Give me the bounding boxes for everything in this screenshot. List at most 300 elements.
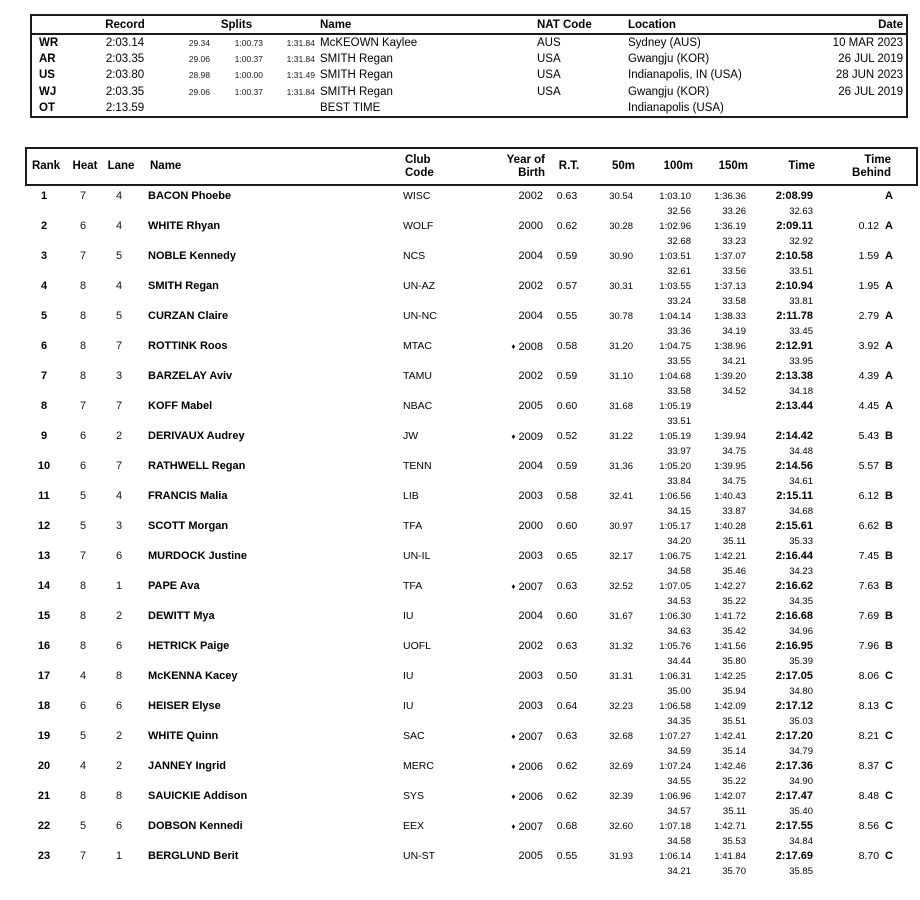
- result-row: [25, 519, 918, 549]
- lap-split-150m: 35.11: [722, 806, 746, 817]
- record-time-cell: 2:03.14: [105, 37, 145, 50]
- swimmer-name-cell: WHITE Rhyan: [148, 220, 221, 232]
- record-row: [32, 67, 906, 83]
- time-behind-cell: [815, 669, 918, 684]
- time-150m: 1:40.28: [714, 521, 746, 532]
- swimmer-name-cell: FRANCIS Malia: [148, 490, 228, 502]
- time-100m: 1:07.18: [659, 821, 691, 832]
- year-of-birth-cell: 2000: [518, 520, 543, 532]
- time-100m: 1:03.51: [659, 251, 691, 262]
- rank-cell: 5: [40, 310, 48, 322]
- reaction-time-cell: 0.52: [556, 430, 578, 442]
- time-100m: 1:03.55: [659, 281, 691, 292]
- lap-split-100m: 32.56: [667, 206, 691, 217]
- result-row: [25, 639, 918, 669]
- records-header-nat-code: NAT Code: [537, 18, 592, 31]
- final-time-cell: [748, 189, 815, 219]
- split-100m-cell: [635, 279, 693, 309]
- split-50m-cell: 32.17: [609, 551, 633, 562]
- time-behind-cell: [815, 789, 918, 804]
- lap-split-final: 34.23: [789, 566, 813, 577]
- time-100m: 1:04.75: [659, 341, 691, 352]
- header-100m: 100m: [663, 160, 693, 172]
- rank-cell: 11: [38, 490, 50, 502]
- split-100m-cell: [635, 219, 693, 249]
- year-of-birth-cell: 2003: [518, 490, 543, 502]
- swimmer-name-cell: PAPE Ava: [148, 580, 200, 592]
- split-100m-cell: [635, 339, 693, 369]
- year-of-birth-cell: 2005: [518, 850, 543, 862]
- time-behind-value: 1.59: [858, 250, 880, 262]
- time-behind-line: [815, 549, 893, 564]
- record-split1-cell: 29.34: [188, 38, 210, 49]
- time-150m: 1:41.56: [714, 641, 746, 652]
- time-behind-cell: [815, 579, 918, 594]
- grade-letter: B: [885, 580, 893, 592]
- club-code-cell: IU: [403, 670, 414, 682]
- time-behind-line: [815, 729, 893, 744]
- split-50m-cell: 32.39: [609, 791, 633, 802]
- lap-split-150m: 34.19: [722, 326, 746, 337]
- reaction-time-cell: 0.60: [556, 520, 578, 532]
- rank-cell: 1: [40, 190, 48, 202]
- final-time-cell: [748, 609, 815, 639]
- grade-letter: C: [885, 820, 893, 832]
- swimmer-name-cell: NOBLE Kennedy: [148, 250, 237, 262]
- final-time-cell: [748, 669, 815, 699]
- split-150m-cell: [693, 729, 748, 759]
- time-100m: 1:04.14: [659, 311, 691, 322]
- year-of-birth-cell: 2004: [518, 610, 543, 622]
- time-behind-line: [815, 249, 893, 264]
- header-name: Name: [150, 160, 182, 172]
- time-behind-cell: [815, 639, 918, 654]
- time-150m: 1:41.84: [714, 851, 746, 862]
- year-of-birth-cell: ♦ 2007: [511, 731, 543, 743]
- final-time: 2:17.20: [775, 730, 813, 742]
- split-100m-cell: [635, 369, 693, 399]
- rank-cell: 16: [37, 640, 51, 652]
- rank-cell: 9: [40, 430, 48, 442]
- final-time-cell: [748, 369, 815, 399]
- rank-cell: 10: [37, 460, 51, 472]
- reaction-time-cell: 0.59: [556, 250, 578, 262]
- split-100m-cell: [635, 489, 693, 519]
- heat-cell: 7: [79, 250, 87, 262]
- time-behind-cell: [815, 249, 918, 264]
- final-time: 2:14.42: [775, 430, 813, 442]
- final-time: 2:16.62: [775, 580, 813, 592]
- lane-cell: 2: [115, 430, 123, 442]
- split-50m-cell: 32.60: [609, 821, 633, 832]
- lane-cell: 7: [115, 400, 123, 412]
- lane-cell: 7: [115, 460, 123, 472]
- lane-cell: 1: [115, 580, 123, 592]
- lane-cell: 4: [115, 490, 123, 502]
- lap-split-150m: 35.80: [722, 656, 746, 667]
- club-code-cell: SAC: [403, 730, 425, 742]
- grade-letter: C: [885, 730, 893, 742]
- result-row: [25, 579, 918, 609]
- lap-split-150m: 34.75: [722, 476, 746, 487]
- split-50m-cell: 31.31: [609, 671, 633, 682]
- split-150m-cell: [693, 819, 748, 849]
- time-behind-value: 7.69: [858, 610, 880, 622]
- rank-cell: 19: [37, 730, 51, 742]
- header-rank: Rank: [31, 160, 61, 172]
- club-code-cell: UN-NC: [403, 310, 437, 322]
- result-row: [25, 219, 918, 249]
- lap-split-final: 34.61: [789, 476, 813, 487]
- final-time: 2:16.95: [775, 640, 813, 652]
- lap-split-final: 34.90: [789, 776, 813, 787]
- heat-cell: 7: [79, 550, 87, 562]
- time-behind-cell: [815, 819, 918, 834]
- result-row: [25, 399, 918, 429]
- lap-split-100m: 34.53: [667, 596, 691, 607]
- final-time: 2:10.58: [775, 250, 813, 262]
- split-50m-cell: 32.68: [609, 731, 633, 742]
- lane-cell: 3: [115, 370, 123, 382]
- lap-split-150m: 35.22: [722, 596, 746, 607]
- time-behind-value: 8.21: [858, 730, 880, 742]
- lap-split-final: 34.79: [789, 746, 813, 757]
- swimmer-name-cell: WHITE Quinn: [148, 730, 219, 742]
- lap-split-final: 34.48: [789, 446, 813, 457]
- record-row: [32, 84, 906, 100]
- time-behind-line: [815, 639, 893, 654]
- time-behind-cell: [815, 729, 918, 744]
- year-of-birth-cell: 2004: [518, 250, 543, 262]
- time-150m: 1:40.43: [714, 491, 746, 502]
- rank-cell: 22: [37, 820, 51, 832]
- club-code-cell: NCS: [403, 250, 426, 262]
- club-code-cell: EEX: [403, 820, 425, 832]
- split-150m-cell: [693, 579, 748, 609]
- club-code-cell: LIB: [403, 490, 419, 502]
- reaction-time-cell: 0.64: [556, 700, 578, 712]
- time-behind-value: 3.92: [858, 340, 880, 352]
- lap-split-100m: 34.44: [667, 656, 691, 667]
- lap-split-100m: 33.36: [667, 326, 691, 337]
- grade-letter: B: [885, 490, 893, 502]
- lane-cell: 8: [115, 790, 123, 802]
- time-150m: 1:37.13: [714, 281, 746, 292]
- split-50m-cell: 31.20: [609, 341, 633, 352]
- reaction-time-cell: 0.65: [556, 550, 578, 562]
- time-behind-line: [815, 699, 893, 714]
- lap-split-100m: 35.00: [667, 686, 691, 697]
- swimmer-name-cell: HEISER Elyse: [148, 700, 221, 712]
- split-100m-cell: [635, 729, 693, 759]
- time-100m: 1:07.24: [659, 761, 691, 772]
- split-150m-cell: [693, 219, 748, 249]
- time-behind-line: [815, 789, 893, 804]
- record-time-cell: 2:03.35: [105, 53, 145, 66]
- split-100m-cell: [635, 669, 693, 699]
- lap-split-100m: 32.68: [667, 236, 691, 247]
- record-split3-cell: 1:31.84: [286, 86, 315, 97]
- heat-cell: 8: [79, 370, 87, 382]
- time-behind-value: 4.39: [858, 370, 880, 382]
- final-time-cell: [748, 759, 815, 789]
- final-time-cell: [748, 579, 815, 609]
- lap-split-150m: 35.46: [722, 566, 746, 577]
- lap-split-150m: 33.23: [722, 236, 746, 247]
- junior-diamond-icon: ♦: [511, 432, 516, 441]
- record-holder-name-cell: SMITH Regan: [320, 53, 393, 66]
- time-behind-cell: [815, 339, 918, 354]
- result-row: [25, 429, 918, 459]
- result-row: [25, 849, 918, 879]
- rank-cell: 18: [37, 700, 51, 712]
- record-holder-name-cell: McKEOWN Kaylee: [320, 37, 418, 50]
- time-behind-value: 7.63: [858, 580, 880, 592]
- reaction-time-cell: 0.62: [556, 760, 578, 772]
- final-time-cell: [748, 489, 815, 519]
- record-nat-code-cell: AUS: [537, 37, 561, 50]
- time-behind-cell: [815, 399, 918, 414]
- junior-diamond-icon: ♦: [511, 732, 516, 741]
- final-time-cell: [748, 699, 815, 729]
- time-150m: 1:42.46: [714, 761, 746, 772]
- time-behind-value: 8.37: [858, 760, 880, 772]
- record-split2-cell: 1:00.37: [234, 54, 263, 65]
- split-100m-cell: [635, 789, 693, 819]
- time-behind-line: [815, 519, 893, 534]
- split-100m-cell: [635, 549, 693, 579]
- split-50m-cell: 31.22: [609, 431, 633, 442]
- record-date-cell: 26 JUL 2019: [838, 53, 903, 66]
- time-behind-line: [815, 189, 893, 204]
- split-150m-cell: [693, 849, 748, 879]
- grade-letter: B: [885, 610, 893, 622]
- lap-split-150m: 34.21: [722, 356, 746, 367]
- split-150m-cell: [693, 339, 748, 369]
- header-time: Time: [788, 160, 815, 172]
- record-nat-code-cell: USA: [537, 85, 561, 98]
- final-time: 2:17.12: [775, 700, 813, 712]
- grade-letter: A: [885, 340, 893, 352]
- lane-cell: 4: [115, 280, 123, 292]
- split-50m-cell: 30.97: [609, 521, 633, 532]
- lap-split-final: 35.85: [789, 866, 813, 877]
- reaction-time-cell: 0.57: [556, 280, 578, 292]
- time-behind-value: 7.96: [858, 640, 880, 652]
- time-100m: 1:05.19: [659, 431, 691, 442]
- club-code-cell: IU: [403, 700, 414, 712]
- final-time-cell: [748, 339, 815, 369]
- rank-cell: 15: [37, 610, 51, 622]
- record-holder-name-cell: SMITH Regan: [320, 85, 393, 98]
- time-behind-cell: [815, 609, 918, 624]
- lap-split-final: 34.35: [789, 596, 813, 607]
- year-of-birth-cell: 2002: [518, 280, 543, 292]
- reaction-time-cell: 0.62: [556, 790, 578, 802]
- heat-cell: 8: [79, 280, 87, 292]
- time-behind-line: [815, 279, 893, 294]
- swimmer-name-cell: ROTTINK Roos: [148, 340, 228, 352]
- final-time-cell: [748, 279, 815, 309]
- time-150m: 1:42.07: [714, 791, 746, 802]
- time-150m: 1:39.20: [714, 371, 746, 382]
- final-time: 2:16.68: [775, 610, 813, 622]
- grade-letter: A: [885, 400, 893, 412]
- reaction-time-cell: 0.55: [556, 310, 578, 322]
- club-code-cell: MTAC: [403, 340, 432, 352]
- split-150m-cell: [693, 789, 748, 819]
- club-code-cell: TENN: [403, 460, 432, 472]
- lap-split-150m: 33.87: [722, 506, 746, 517]
- year-of-birth-cell: 2005: [518, 400, 543, 412]
- year-of-birth-cell: ♦ 2007: [511, 581, 543, 593]
- time-behind-value: 8.48: [858, 790, 880, 802]
- time-behind-line: [815, 849, 893, 864]
- lap-split-150m: 35.11: [722, 536, 746, 547]
- time-100m: 1:07.27: [659, 731, 691, 742]
- record-nat-code-cell: USA: [537, 53, 561, 66]
- time-behind-cell: [815, 429, 918, 444]
- swimmer-name-cell: CURZAN Claire: [148, 310, 229, 322]
- lap-split-150m: 35.70: [722, 866, 746, 877]
- lane-cell: 7: [115, 340, 123, 352]
- time-behind-value: 6.62: [858, 520, 880, 532]
- results-table-header: [25, 147, 918, 186]
- lane-cell: 2: [115, 730, 123, 742]
- time-100m: 1:02.96: [659, 221, 691, 232]
- year-of-birth-cell: ♦ 2006: [511, 791, 543, 803]
- result-row: [25, 339, 918, 369]
- time-100m: 1:07.05: [659, 581, 691, 592]
- grade-letter: C: [885, 760, 893, 772]
- lap-split-150m: 35.51: [722, 716, 746, 727]
- split-100m-cell: [635, 309, 693, 339]
- swimmer-name-cell: BACON Phoebe: [148, 190, 232, 202]
- lane-cell: 1: [115, 850, 123, 862]
- final-time-cell: [748, 849, 815, 879]
- lap-split-final: 33.45: [789, 326, 813, 337]
- swimmer-name-cell: BARZELAY Aviv: [148, 370, 233, 382]
- lane-cell: 6: [115, 550, 123, 562]
- heat-cell: 6: [79, 220, 87, 232]
- lap-split-150m: 35.42: [722, 626, 746, 637]
- time-150m: 1:39.95: [714, 461, 746, 472]
- heat-cell: 8: [79, 640, 87, 652]
- time-150m: 1:36.19: [714, 221, 746, 232]
- time-100m: 1:04.68: [659, 371, 691, 382]
- time-100m: 1:06.96: [659, 791, 691, 802]
- split-150m-cell: [693, 609, 748, 639]
- time-behind-value: 8.06: [858, 670, 880, 682]
- split-150m-cell: [693, 639, 748, 669]
- lap-split-100m: 34.59: [667, 746, 691, 757]
- lap-split-100m: 34.58: [667, 836, 691, 847]
- heat-cell: 5: [79, 730, 87, 742]
- swimmer-name-cell: MURDOCK Justine: [148, 550, 248, 562]
- result-row: [25, 249, 918, 279]
- heat-cell: 8: [79, 310, 87, 322]
- split-100m-cell: [635, 699, 693, 729]
- junior-diamond-icon: ♦: [511, 762, 516, 771]
- split-50m-cell: 31.10: [609, 371, 633, 382]
- split-100m-cell: [635, 429, 693, 459]
- lap-split-150m: 34.52: [722, 386, 746, 397]
- split-150m-cell: [693, 669, 748, 699]
- time-behind-line: [815, 399, 893, 414]
- junior-diamond-icon: ♦: [511, 792, 516, 801]
- split-100m-cell: [635, 639, 693, 669]
- lap-split-100m: 33.51: [667, 416, 691, 427]
- swimmer-name-cell: DOBSON Kennedi: [148, 820, 243, 832]
- final-time: 2:15.61: [775, 520, 813, 532]
- lap-split-100m: 34.63: [667, 626, 691, 637]
- heat-cell: 6: [79, 430, 87, 442]
- record-location-cell: Sydney (AUS): [628, 37, 701, 50]
- result-row: [25, 279, 918, 309]
- lap-split-100m: 34.55: [667, 776, 691, 787]
- header-time-behind: Time Behind: [852, 153, 891, 179]
- lap-split-final: 35.33: [789, 536, 813, 547]
- lap-split-final: 32.92: [789, 236, 813, 247]
- final-time-cell: [748, 729, 815, 759]
- heat-cell: 4: [79, 670, 87, 682]
- time-behind-cell: [815, 309, 918, 324]
- result-row: [25, 669, 918, 699]
- reaction-time-cell: 0.63: [556, 730, 578, 742]
- records-body: [32, 35, 906, 116]
- swimmer-name-cell: SAUICKIE Addison: [148, 790, 248, 802]
- grade-letter: C: [885, 670, 893, 682]
- split-50m-cell: 32.69: [609, 761, 633, 772]
- record-split3-cell: 1:31.49: [286, 70, 315, 81]
- swimmer-name-cell: SMITH Regan: [148, 280, 219, 292]
- record-row: [32, 35, 906, 51]
- results-body: [25, 189, 918, 879]
- lap-split-final: 35.39: [789, 656, 813, 667]
- lap-split-final: 35.03: [789, 716, 813, 727]
- record-date-cell: 28 JUN 2023: [835, 69, 903, 82]
- time-100m: 1:05.76: [659, 641, 691, 652]
- club-code-cell: JW: [403, 430, 419, 442]
- time-behind-value: 5.57: [858, 460, 880, 472]
- split-100m-cell: [635, 819, 693, 849]
- lane-cell: 5: [115, 250, 123, 262]
- record-split1-cell: 29.06: [188, 86, 210, 97]
- time-100m: 1:05.20: [659, 461, 691, 472]
- lane-cell: 3: [115, 520, 123, 532]
- lap-split-100m: 34.21: [667, 866, 691, 877]
- lap-split-final: 34.84: [789, 836, 813, 847]
- reaction-time-cell: 0.58: [556, 490, 578, 502]
- split-100m-cell: [635, 189, 693, 219]
- lap-split-100m: 33.97: [667, 446, 691, 457]
- time-behind-value: 2.79: [858, 310, 880, 322]
- lane-cell: 4: [115, 220, 123, 232]
- split-50m-cell: 31.36: [609, 461, 633, 472]
- rank-cell: 21: [37, 790, 51, 802]
- lap-split-150m: 33.58: [722, 296, 746, 307]
- header-club-code: Club Code: [405, 153, 434, 179]
- result-row: [25, 549, 918, 579]
- final-time: 2:17.55: [775, 820, 813, 832]
- grade-letter: C: [885, 850, 893, 862]
- club-code-cell: NBAC: [403, 400, 433, 412]
- result-row: [25, 309, 918, 339]
- lap-split-150m: 35.22: [722, 776, 746, 787]
- record-code-cell: WR: [39, 37, 59, 50]
- reaction-time-cell: 0.58: [556, 340, 578, 352]
- club-code-cell: IU: [403, 610, 414, 622]
